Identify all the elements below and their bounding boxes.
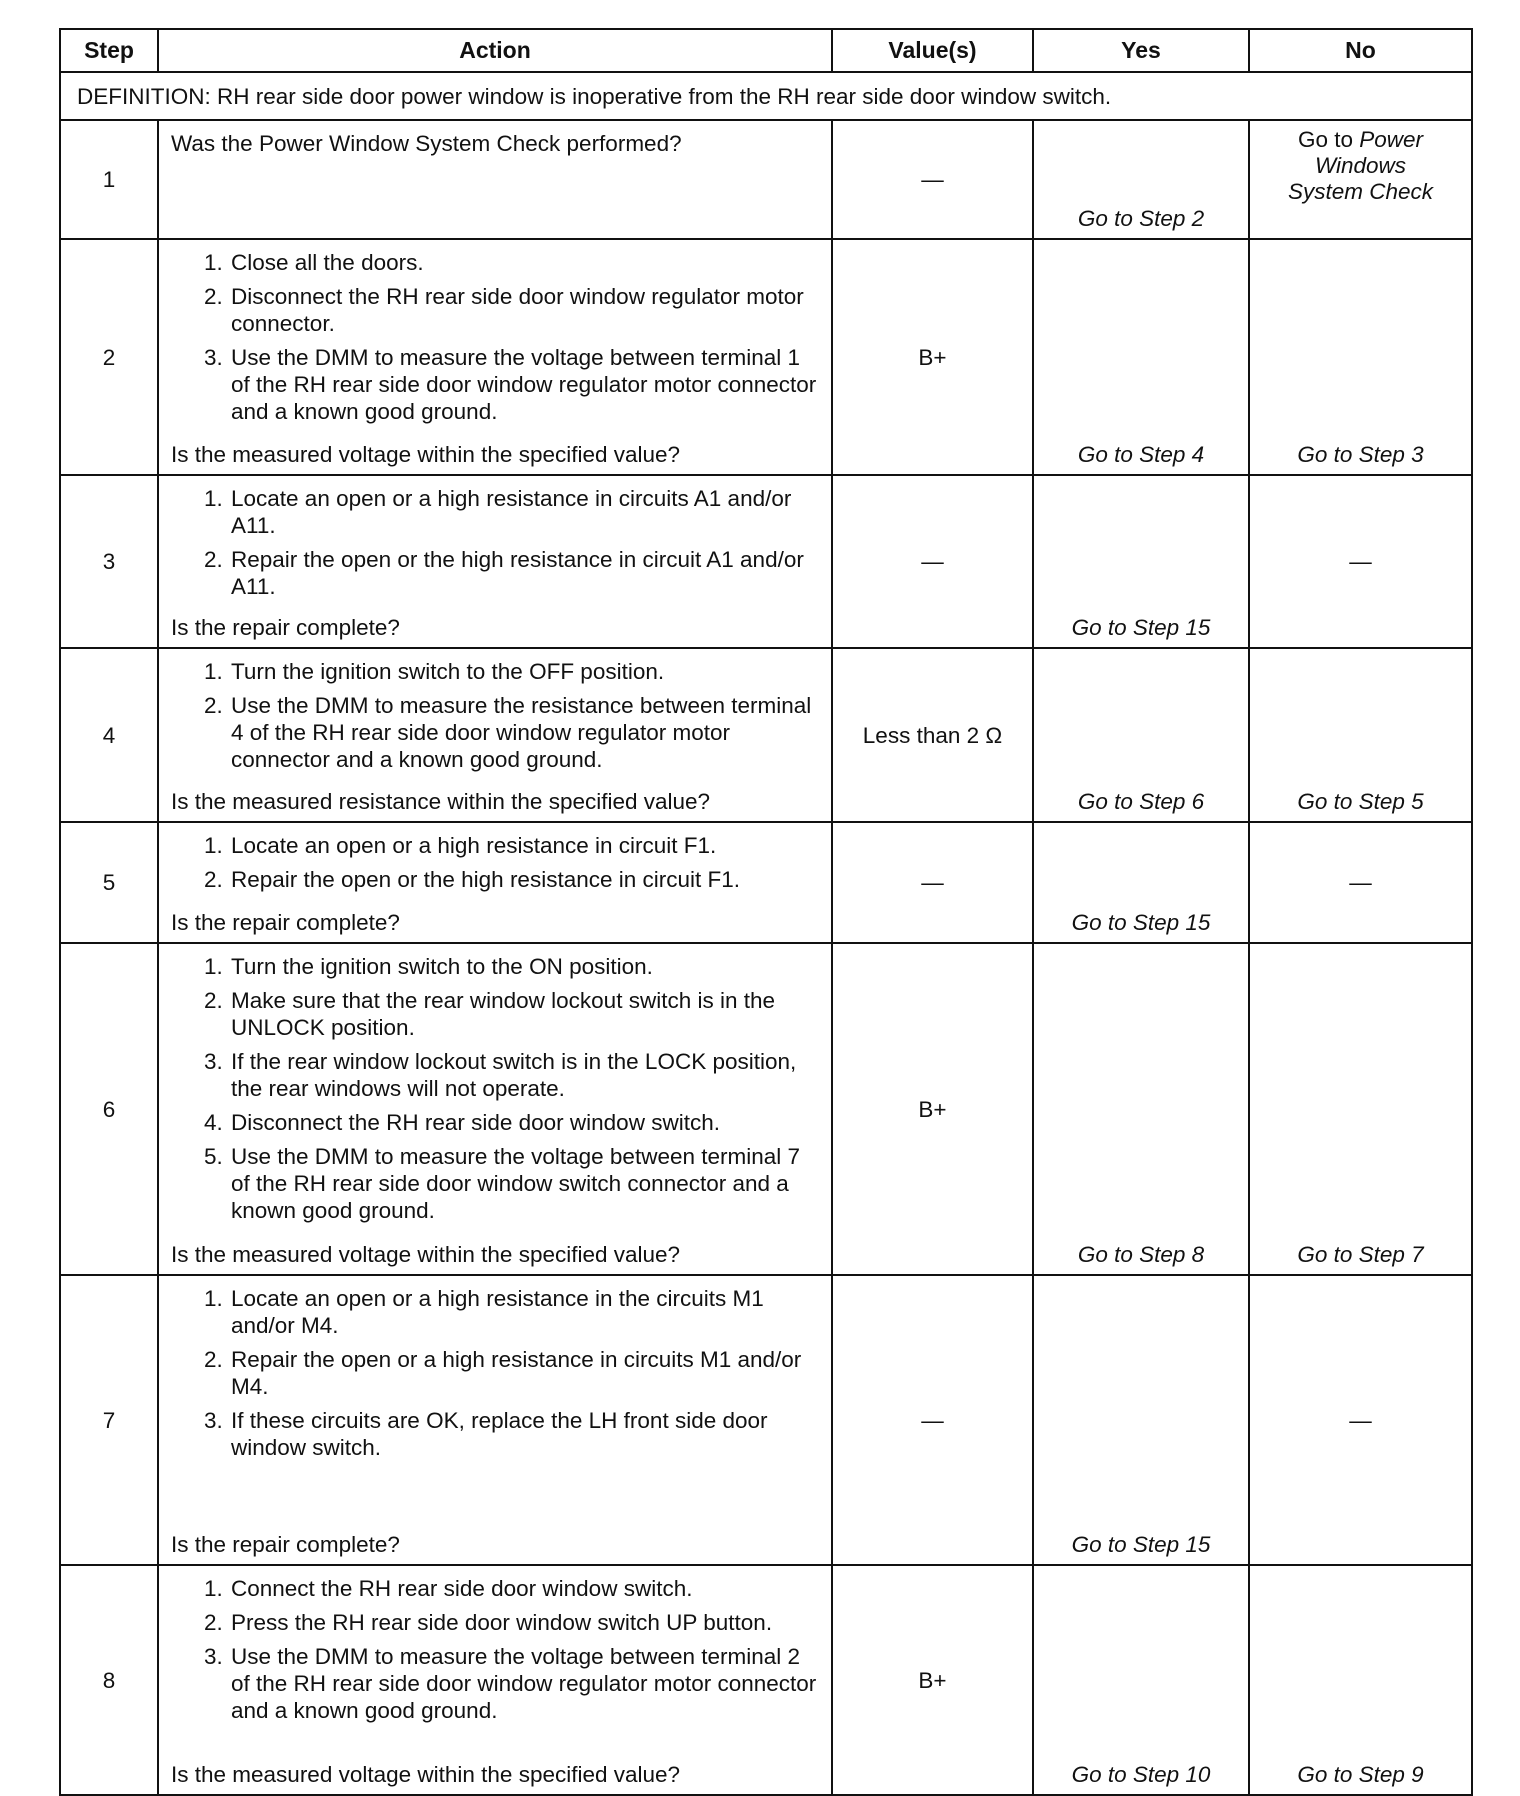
step-number: 2	[60, 239, 158, 475]
action-question: Is the repair complete?	[171, 615, 400, 640]
action-list	[171, 832, 823, 900]
table-row	[60, 475, 1472, 648]
no-cell: —	[1249, 1275, 1472, 1565]
no-cell: —	[1249, 475, 1472, 648]
action-item: 3. If these circuits are OK, replace the LH front side door window switch.	[229, 1407, 823, 1461]
step-number: 1	[60, 120, 158, 239]
header-yes: Yes	[1033, 29, 1249, 72]
action-list	[171, 658, 823, 780]
table-row	[60, 1565, 1472, 1795]
no-cell: Go to Step 7	[1249, 943, 1472, 1275]
value-cell: B+	[832, 1565, 1033, 1795]
action-cell	[158, 943, 832, 1275]
action-item: 2. Repair the open or the high resistance in circuit A1 and/or A11.	[229, 546, 823, 600]
header-no: No	[1249, 29, 1472, 72]
action-cell	[158, 475, 832, 648]
no-link-line2: Windows	[1314, 153, 1407, 178]
table-row	[60, 239, 1472, 475]
no-link-line1: Power	[1359, 127, 1424, 152]
value-cell: B+	[832, 239, 1033, 475]
action-list	[171, 953, 823, 1231]
value-cell: B+	[832, 943, 1033, 1275]
yes-cell: Go to Step 6	[1033, 648, 1249, 822]
action-item: 3. If the rear window lockout switch is in the LOCK position, the rear windows will not operate.	[229, 1048, 823, 1102]
yes-cell: Go to Step 15	[1033, 475, 1249, 648]
action-item: 1. Turn the ignition switch to the ON position.	[229, 953, 823, 980]
action-list	[171, 485, 823, 607]
yes-cell: Go to Step 15	[1033, 822, 1249, 943]
header-step: Step	[60, 29, 158, 72]
yes-cell: Go to Step 10	[1033, 1565, 1249, 1795]
yes-cell: Go to Step 8	[1033, 943, 1249, 1275]
action-item: 2. Disconnect the RH rear side door window regulator motor connector.	[229, 283, 823, 337]
action-item: 2. Use the DMM to measure the resistance between terminal 4 of the RH rear side door window regulator motor connector and a known good ground.	[229, 692, 823, 773]
action-list	[171, 249, 823, 432]
action-cell	[158, 1565, 832, 1795]
step-number: 6	[60, 943, 158, 1275]
action-item: 2. Repair the open or a high resistance in circuits M1 and/or M4.	[229, 1346, 823, 1400]
value-cell: Less than 2 Ω	[832, 648, 1033, 822]
action-item: 2. Make sure that the rear window lockout switch is in the UNLOCK position.	[229, 987, 823, 1041]
action-item: 2. Repair the open or the high resistance in circuit F1.	[229, 866, 823, 893]
action-question: Is the repair complete?	[171, 1532, 400, 1557]
table-row	[60, 648, 1472, 822]
action-item: 1. Close all the doors.	[229, 249, 823, 276]
action-item: 2. Press the RH rear side door window switch UP button.	[229, 1609, 823, 1636]
header-action: Action	[158, 29, 832, 72]
action-question: Is the measured resistance within the specified value?	[171, 789, 711, 814]
action-item: 1. Locate an open or a high resistance in circuit F1.	[229, 832, 823, 859]
definition-text: DEFINITION: RH rear side door power window is inoperative from the RH rear side door window switch.	[60, 72, 1472, 120]
step-number: 7	[60, 1275, 158, 1565]
action-item: 1. Locate an open or a high resistance in circuits A1 and/or A11.	[229, 485, 823, 539]
action-cell	[158, 120, 832, 239]
table-row	[60, 120, 1472, 239]
yes-cell: Go to Step 4	[1033, 239, 1249, 475]
action-question: Is the measured voltage within the specified value?	[171, 1242, 681, 1267]
action-cell	[158, 1275, 832, 1565]
table-row	[60, 1275, 1472, 1565]
action-question: Is the measured voltage within the specified value?	[171, 1762, 681, 1787]
action-item: 3. Use the DMM to measure the voltage between terminal 2 of the RH rear side door window regulator motor connector and a known good ground.	[229, 1643, 823, 1724]
action-item: 1. Connect the RH rear side door window switch.	[229, 1575, 823, 1602]
value-cell: —	[832, 1275, 1033, 1565]
table-row	[60, 943, 1472, 1275]
action-cell	[158, 239, 832, 475]
action-list	[171, 1285, 823, 1468]
action-item: 4. Disconnect the RH rear side door window switch.	[229, 1109, 823, 1136]
action-item: 3. Use the DMM to measure the voltage between terminal 1 of the RH rear side door window regulator motor connector and a known good ground.	[229, 344, 823, 425]
action-question: Is the repair complete?	[171, 910, 400, 935]
diagnostic-table	[59, 28, 1473, 1796]
no-cell: —	[1249, 822, 1472, 943]
no-prefix: Go to	[1297, 127, 1360, 152]
header-row	[60, 29, 1472, 72]
action-question: Is the measured voltage within the specified value?	[171, 442, 681, 467]
action-item: 1. Turn the ignition switch to the OFF position.	[229, 658, 823, 685]
action-cell	[158, 822, 832, 943]
value-cell: —	[832, 475, 1033, 648]
value-cell: —	[832, 822, 1033, 943]
step-number: 5	[60, 822, 158, 943]
action-item: 5. Use the DMM to measure the voltage between terminal 7 of the RH rear side door window switch connector and a known good ground.	[229, 1143, 823, 1224]
no-cell: Go to Step 3	[1249, 239, 1472, 475]
yes-cell: Go to Step 15	[1033, 1275, 1249, 1565]
header-values: Value(s)	[832, 29, 1033, 72]
no-cell: Go to Step 9	[1249, 1565, 1472, 1795]
definition-row	[60, 72, 1472, 120]
step-number: 3	[60, 475, 158, 648]
value-cell: —	[832, 120, 1033, 239]
action-question: Was the Power Window System Check performed?	[171, 131, 682, 156]
step-number: 8	[60, 1565, 158, 1795]
no-link-line3: System Check	[1287, 179, 1434, 204]
table-row	[60, 822, 1472, 943]
no-cell	[1249, 120, 1472, 239]
no-cell: Go to Step 5	[1249, 648, 1472, 822]
action-item: 1. Locate an open or a high resistance in the circuits M1 and/or M4.	[229, 1285, 823, 1339]
action-cell	[158, 648, 832, 822]
yes-cell: Go to Step 2	[1033, 120, 1249, 239]
step-number: 4	[60, 648, 158, 822]
action-list	[171, 1575, 823, 1731]
